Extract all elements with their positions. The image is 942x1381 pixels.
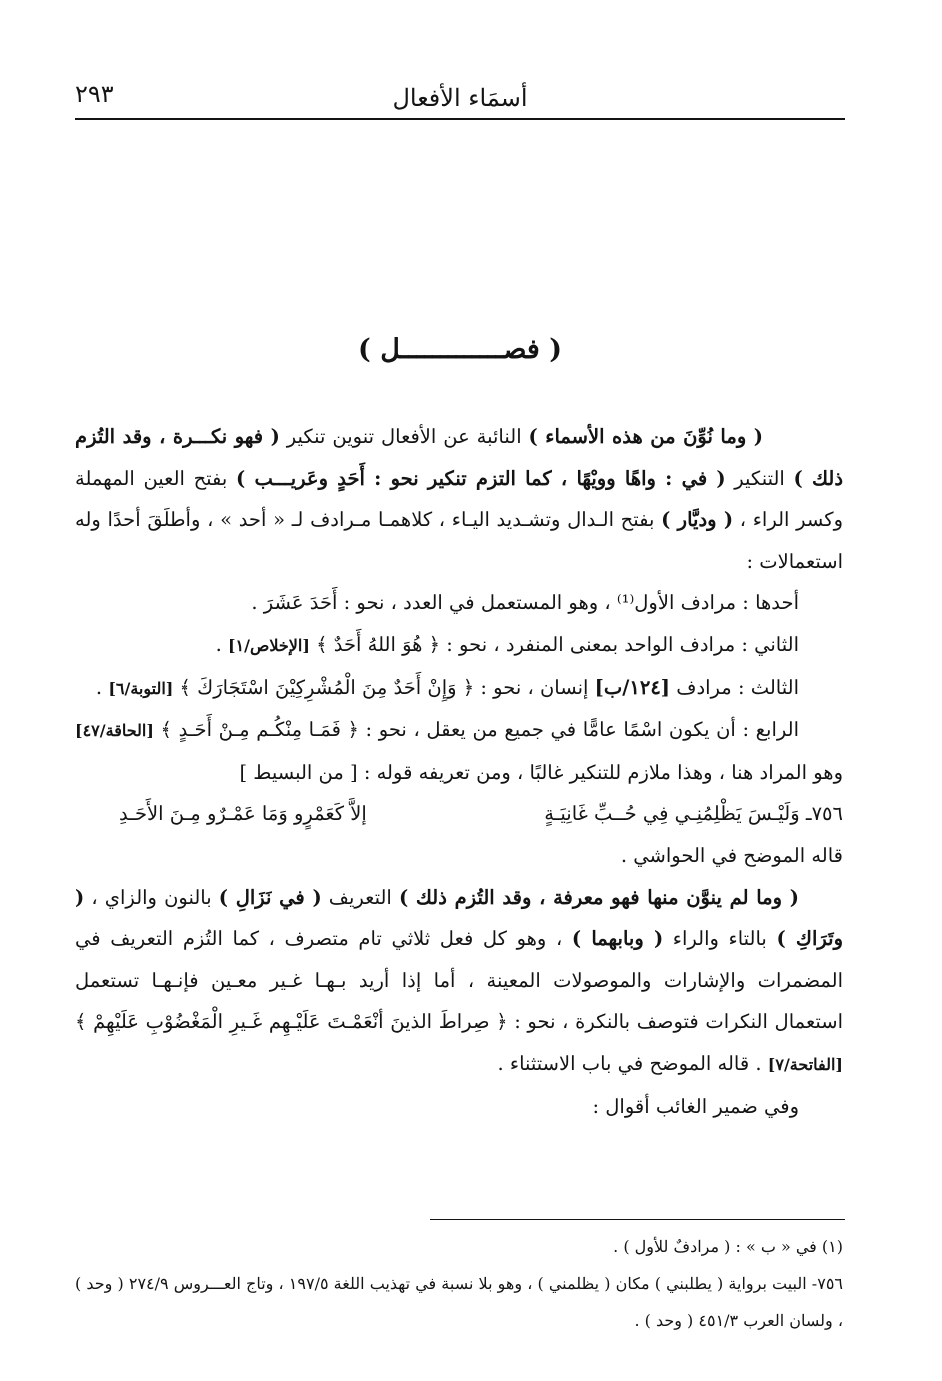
bold-phrase: ( في : واهًا وويْهًا ، كما التزم تنكير نحو : أَحَدٍ وعَريـــب )	[236, 466, 726, 490]
bold-phrase: ( وبابهما )	[571, 927, 664, 951]
poem-verse	[75, 793, 843, 835]
text-span: النائبة عن الأفعال تنوين تنكير	[279, 425, 529, 448]
text-span: بالنون والزاي ،	[84, 885, 219, 909]
paragraph-attribution: قاله الموضح في الحواشي .	[620, 843, 843, 867]
poem-second-hemistich: إلاَّ كَعَمْرٍو وَمَا عَمْـرٌو مِـنَ الأَحَـدِ	[119, 802, 367, 826]
text-span: إنسان ، نحو : ﴿ وَإِنْ أَحَدٌ مِنَ الْمُشْرِكِيْنَ اسْتَجَارَكَ ﴾	[173, 675, 595, 699]
text-span: بالتاء والراء	[663, 927, 777, 951]
paragraph-nunation	[75, 416, 843, 582]
footnote-1: (١) في « ب » : ( مرادفٌ للأول ) .	[613, 1237, 843, 1256]
paragraph-first-usage: أحدها : مرادف الأول⁽¹⁾ ، وهو المستعمل في العدد ، نحو : أَحَدَ عَشَرَ .	[251, 591, 799, 615]
page-number: ٢٩٣	[75, 80, 114, 108]
section-title: ( فصـــــــــــــل )	[358, 334, 562, 365]
text-span: التعريف	[321, 885, 399, 909]
text-span: .	[95, 675, 109, 699]
quran-reference: [الإخلاص/١]	[227, 635, 310, 655]
poem-first-hemistich: ٧٥٦ـ وَلَيْـسَ يَظْلِمُنِـي فِي حُــبِّ غَانِيَـةٍ	[544, 802, 843, 826]
quran-reference: [التوبة/٦]	[108, 678, 174, 698]
bold-phrase: ( في نَزَالِ )	[218, 885, 322, 909]
bold-phrase: ( وديَّار )	[661, 508, 734, 532]
text-span: وهو المراد هنا ، وهذا ملازم للتنكير غالبًا ، ومن تعريفه قوله : [ من البسيط ]	[239, 760, 843, 784]
paragraph-second-usage	[75, 624, 843, 667]
footnotes	[75, 1228, 843, 1339]
text-span: ، وهو كل فعل ثلاثي تام متصرف ، كما التُزم التعريف في المضمرات والإشارات والموصولات المعينة ، أما إذا أريد بـهـا غـير معـين فإنـهـا تستعمل استعمال النكرات فتوصف بالنكرة ، نحو : ﴿ صِراطَ الذينَ أنْعَمْـتَ عَلَيْـهِم غَـيرِ الْمَغْضُوْبِ عَلَيْهِمْ ﴾	[75, 927, 843, 1034]
text-span: التنكير	[725, 466, 794, 490]
footnote-756: ٧٥٦- البيت برواية ( يطلبني ) مكان ( يظلمني ) ، وهو بلا نسبة في تهذيب اللغة ١٩٧/٥ ، وتاج العـــروس ٢٧٤/٩ ( وحد ) ، ولسان العرب ٤٥١/٣ ( وحد ) .	[75, 1274, 843, 1330]
manuscript-folio: [١٢٤/ب]	[594, 675, 671, 699]
bold-phrase: ( وتَرَاكِ )	[75, 885, 843, 951]
quran-reference: [الفاتحة/٧]	[767, 1054, 843, 1074]
paragraph-fourth-usage	[75, 709, 843, 793]
paragraph-third-person: وفي ضمير الغائب أقوال :	[592, 1094, 799, 1118]
header-rule	[75, 118, 845, 120]
bold-phrase: ( وما لم ينوَّن منها فهو معرفة ، وقد التُزم ذلك )	[398, 885, 799, 909]
text-span: بفتح العين المهملة وكسر الراء ،	[75, 466, 843, 532]
running-title: أسمَاء الأفعال	[392, 84, 528, 112]
quran-reference: [الحاقة/٤٧]	[75, 721, 154, 741]
text-span: الثاني : مرادف الواحد بمعنى المنفرد ، نحو : ﴿ هُوَ اللهُ أَحَدٌ ﴾	[309, 632, 799, 656]
text-span: بفتح الـدال وتشـديد اليـاء ، كلاهمـا مـرادف لـ « أحد » ، وأطلَقَ أحدًا وله استعمالات :	[75, 508, 843, 573]
body-text	[75, 416, 843, 1127]
paragraph-third-usage	[75, 667, 843, 710]
page-header	[75, 74, 845, 120]
text-span: . قاله الموضح في باب الاستثناء .	[497, 1051, 768, 1075]
footnote-rule	[430, 1219, 845, 1220]
paragraph-definite	[75, 877, 843, 1086]
text-span: الرابع : أن يكون اسْمًا عامًّا في جميع من يعقل ، نحو : ﴿ فَمَـا مِنْكُـم مِـنْ أَحَـدٍ ﴾	[153, 718, 799, 742]
text-span: .	[215, 632, 228, 656]
bold-phrase: ( فهو نكـــرة ، وقد التُزم ذلك )	[75, 425, 844, 490]
bold-phrase: ( وما نُوِّنَ من هذه الأسماء )	[528, 425, 763, 448]
text-span: الثالث : مرادف	[670, 675, 799, 699]
